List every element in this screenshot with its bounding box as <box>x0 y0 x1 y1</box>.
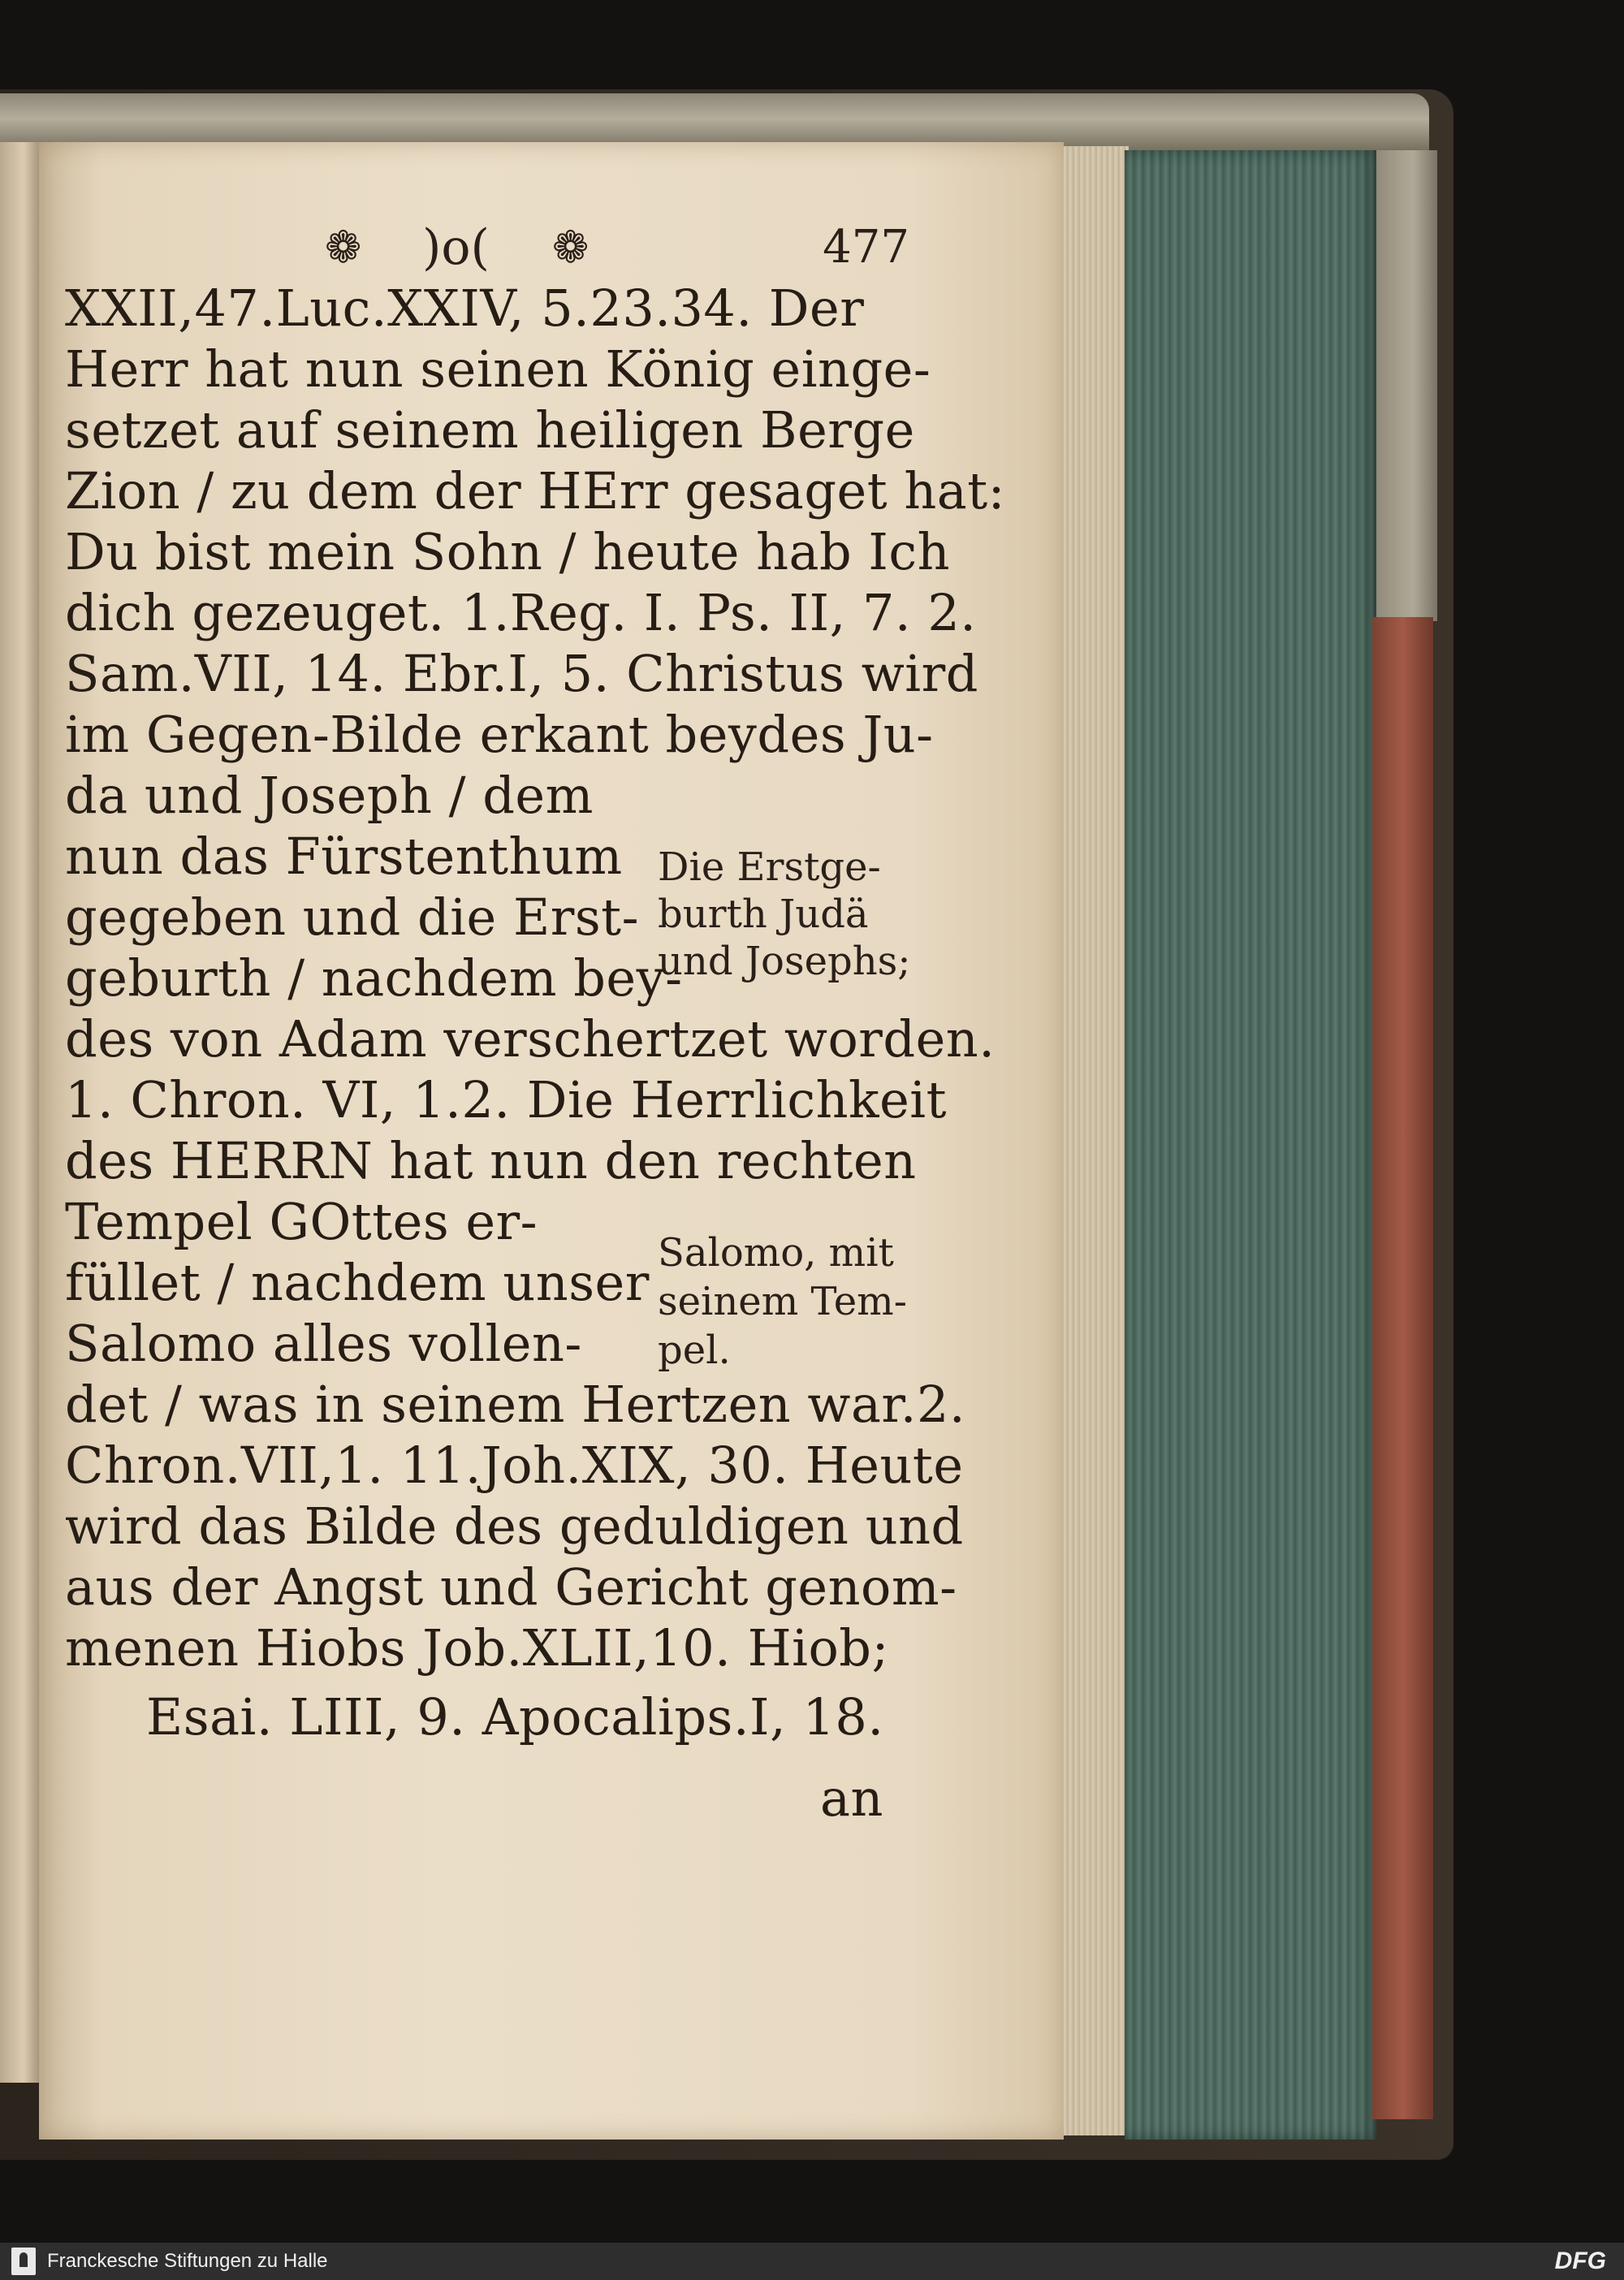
text-line: Herr hat nun seinen König einge- <box>65 339 931 399</box>
text-line: Tempel GOttes er- <box>65 1192 538 1251</box>
marginal-note-line: Salomo, mit <box>658 1230 894 1276</box>
text-line: Salomo alles vollen- <box>65 1314 582 1373</box>
book-block-edge <box>1125 150 1376 2140</box>
text-line: XXII,47.Luc.XXIV, 5.23.34. Der <box>65 279 865 338</box>
text-line: Zion / zu dem der HErr gesaget hat: <box>65 461 1006 520</box>
text-line: menen Hiobs Job.XLII,10. Hiob; <box>65 1618 889 1678</box>
text-line: füllet / nachdem unser <box>65 1253 650 1312</box>
page-fore-edge <box>1064 146 1129 2135</box>
text-line: des HERRN hat nun den rechten <box>65 1131 917 1190</box>
text-line: im Gegen-Bilde erkant beydes Ju- <box>65 705 934 764</box>
text-line: gegeben und die Erst- <box>65 887 640 947</box>
ornament-icon: ❁ <box>325 222 362 273</box>
text-line: wird das Bilde des geduldigen und <box>65 1496 964 1556</box>
marginal-note-line: und Josephs; <box>658 939 911 984</box>
page-header <box>325 219 909 276</box>
catchword: an <box>820 1768 883 1828</box>
ornament-icon: ❁ <box>552 222 590 273</box>
text-line: geburth / nachdem bey- <box>65 948 683 1008</box>
text-line: Sam.VII, 14. Ebr.I, 5. Christus wird <box>65 644 978 703</box>
text-line: 1. Chron. VI, 1.2. Die Herrlichkeit <box>65 1070 948 1129</box>
text-line: nun das Fürstenthum <box>65 827 623 886</box>
cover-side <box>1376 150 1437 621</box>
page-number: 477 <box>823 221 909 274</box>
text-line: setzet auf seinem heiligen Berge <box>65 400 915 460</box>
text-line: des von Adam verschertzet worden. <box>65 1009 996 1069</box>
dfg-logo: DFG <box>1554 2248 1606 2274</box>
marginal-note-line: pel. <box>658 1328 731 1373</box>
text-line: Esai. LIII, 9. Apocalips.I, 18. <box>146 1687 884 1747</box>
marginal-note-line: Die Erstge- <box>658 844 881 890</box>
marginal-note-line: seinem Tem- <box>658 1279 907 1324</box>
cover-red-band <box>1372 617 1433 2119</box>
header-paren: )o( <box>422 219 490 276</box>
text-line: Chron.VII,1. 11.Joh.XIX, 30. Heute <box>65 1436 964 1495</box>
text-line: dich gezeuget. 1.Reg. I. Ps. II, 7. 2. <box>65 583 977 642</box>
text-line: Du bist mein Sohn / heute hab Ich <box>65 522 951 581</box>
footer-institution: Franckesche Stiftungen zu Halle <box>47 2250 328 2272</box>
institution-logo-icon <box>11 2248 36 2275</box>
marginal-note-line: burth Judä <box>658 892 869 937</box>
left-page-edge <box>0 142 39 2083</box>
text-line: da und Joseph / dem <box>65 766 594 825</box>
text-line: det / was in seinem Hertzen war.2. <box>65 1375 966 1434</box>
text-line: aus der Angst und Gericht genom- <box>65 1557 957 1617</box>
